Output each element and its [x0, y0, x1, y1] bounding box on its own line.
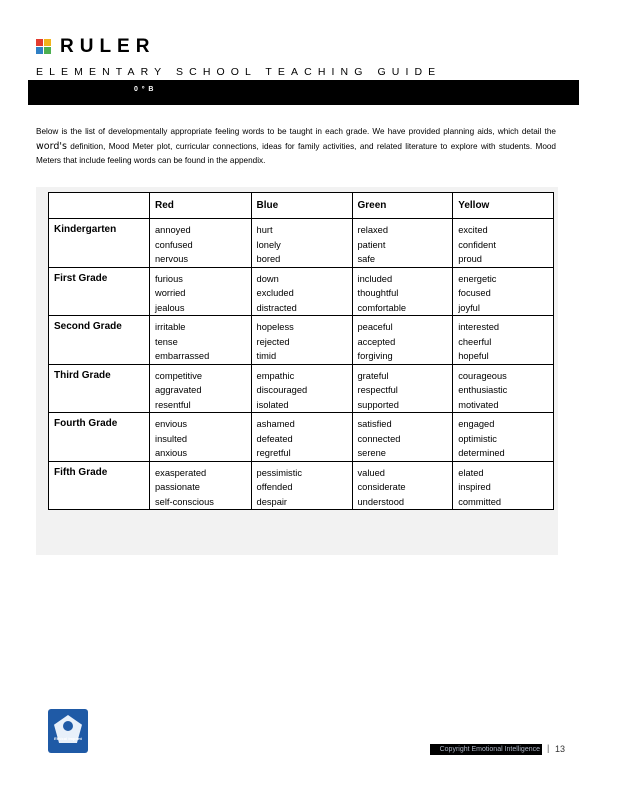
- feeling-word: enthusiastic: [458, 385, 508, 395]
- feeling-word: supported: [357, 399, 399, 410]
- feeling-cell-yellow: [453, 267, 554, 316]
- feeling-cell-blue: [251, 461, 352, 510]
- feeling-word: motivated: [458, 399, 499, 410]
- feeling-cell-red: [150, 219, 252, 268]
- intro-emphasis-word: word's: [36, 140, 67, 152]
- feeling-word: committed: [458, 496, 502, 507]
- feeling-word: annoyed: [155, 225, 191, 235]
- feeling-word: determined: [458, 448, 505, 458]
- feeling-word: down: [256, 273, 279, 284]
- feeling-word: irritable: [155, 322, 186, 332]
- feeling-word: excited: [458, 225, 488, 235]
- feeling-word: pessimistic: [256, 467, 302, 478]
- feeling-word: hopeless: [256, 322, 294, 332]
- feeling-word: joyful: [458, 302, 480, 313]
- feeling-word: ashamed: [256, 419, 295, 429]
- feeling-word: proud: [458, 254, 482, 264]
- table-row: [49, 267, 554, 316]
- feeling-word: optimistic: [458, 433, 497, 444]
- feeling-word: considerate: [357, 482, 406, 492]
- feeling-word: comfortable: [357, 302, 407, 313]
- feeling-word: rejected: [256, 336, 290, 347]
- feeling-word: grateful: [357, 370, 389, 381]
- intro-paragraph: [36, 125, 556, 169]
- table-row: [49, 316, 554, 365]
- feeling-word: despair: [256, 496, 288, 507]
- grade-label: Third Grade: [49, 364, 150, 413]
- feeling-cell-yellow: [453, 316, 554, 365]
- feeling-word: thoughtful: [357, 288, 399, 298]
- feeling-cell-yellow: [453, 219, 554, 268]
- section-header-bar: [28, 80, 579, 105]
- feeling-word: elated: [458, 467, 484, 478]
- feeling-word: defeated: [256, 433, 293, 444]
- section-header-label: 0 º B: [134, 86, 155, 93]
- feeling-word: connected: [357, 433, 401, 444]
- feeling-word: confused: [155, 239, 193, 250]
- feeling-word: competitive: [155, 370, 203, 381]
- column-header-red: Red: [150, 193, 252, 219]
- grade-label: Kindergarten: [49, 219, 150, 268]
- feeling-word: insulted: [155, 433, 188, 444]
- brand-title: RULER: [60, 36, 156, 57]
- feeling-cell-red: [150, 413, 252, 462]
- intro-text-part1: Below is the list of developmentally appropriate feeling words to be taught in each grade. We have provided planning aids, which detail the: [36, 127, 556, 137]
- feeling-cell-green: [352, 267, 453, 316]
- feeling-word: courageous: [458, 370, 507, 381]
- feeling-word: interested: [458, 322, 500, 332]
- intro-text-part2: definition, Mood Meter plot, curricular connections, ideas for family activities, and related literature to explore with students. Mood Meters that include feeling words can be found in the appendix.: [36, 141, 556, 166]
- feeling-word: inspired: [458, 482, 491, 492]
- feeling-cell-yellow: [453, 413, 554, 462]
- feeling-word: valued: [357, 467, 385, 478]
- column-header-blue: Blue: [251, 193, 352, 219]
- feeling-word: relaxed: [357, 225, 389, 235]
- table-row: [49, 413, 554, 462]
- feeling-word: resentful: [155, 399, 191, 410]
- feeling-word: patient: [357, 239, 386, 250]
- ethical-seal-logo: [48, 709, 88, 753]
- feeling-word: discouraged: [256, 385, 308, 395]
- feeling-word: isolated: [256, 399, 289, 410]
- feeling-cell-green: [352, 316, 453, 365]
- feeling-cell-blue: [251, 413, 352, 462]
- feeling-word: serene: [357, 448, 386, 458]
- feeling-cell-red: [150, 364, 252, 413]
- feeling-word: forgiving: [357, 351, 393, 361]
- feeling-word: furious: [155, 273, 183, 284]
- feeling-word: included: [357, 273, 393, 284]
- feeling-words-table: [48, 192, 554, 510]
- feeling-word: aggravated: [155, 385, 202, 395]
- guide-subtitle: ELEMENTARY SCHOOL TEACHING GUIDE: [36, 66, 442, 78]
- feeling-cell-yellow: [453, 461, 554, 510]
- feeling-word: satisfied: [357, 419, 392, 429]
- table-row: [49, 219, 554, 268]
- column-header-yellow: Yellow: [453, 193, 554, 219]
- feeling-word: cheerful: [458, 336, 492, 347]
- ruler-logo-icon: [36, 39, 51, 54]
- feeling-cell-green: [352, 364, 453, 413]
- feeling-cell-blue: [251, 364, 352, 413]
- feeling-word: respectful: [357, 385, 398, 395]
- feeling-word: empathic: [256, 370, 295, 381]
- seal-text: Ethical Imprint: [54, 736, 82, 741]
- feeling-word: jealous: [155, 302, 185, 313]
- feeling-word: tense: [155, 336, 178, 347]
- feeling-cell-red: [150, 461, 252, 510]
- grade-label: Fourth Grade: [49, 413, 150, 462]
- feeling-cell-green: [352, 461, 453, 510]
- feeling-word: anxious: [155, 448, 188, 458]
- feeling-cell-red: [150, 267, 252, 316]
- seal-emblem-icon: [63, 721, 73, 731]
- feeling-word: timid: [256, 351, 277, 361]
- table-row: [49, 364, 554, 413]
- feeling-cell-red: [150, 316, 252, 365]
- column-header-green: Green: [352, 193, 453, 219]
- grade-label: Fifth Grade: [49, 461, 150, 510]
- feeling-word: bored: [256, 254, 281, 264]
- feeling-cell-blue: [251, 219, 352, 268]
- feeling-word: accepted: [357, 336, 396, 347]
- feeling-word: envious: [155, 419, 188, 429]
- feeling-word: lonely: [256, 239, 281, 250]
- feeling-word: safe: [357, 254, 376, 264]
- grade-label: Second Grade: [49, 316, 150, 365]
- feeling-words-table-container: [36, 187, 558, 555]
- feeling-word: distracted: [256, 302, 297, 313]
- feeling-word: engaged: [458, 419, 495, 429]
- feeling-cell-blue: [251, 267, 352, 316]
- feeling-word: offended: [256, 482, 293, 492]
- feeling-cell-green: [352, 413, 453, 462]
- feeling-cell-green: [352, 219, 453, 268]
- feeling-word: embarrassed: [155, 351, 210, 361]
- feeling-word: energetic: [458, 273, 497, 284]
- feeling-cell-blue: [251, 316, 352, 365]
- feeling-cell-yellow: [453, 364, 554, 413]
- feeling-word: understood: [357, 496, 405, 507]
- feeling-word: hopeful: [458, 351, 489, 361]
- footer-separator: |: [547, 743, 550, 753]
- feeling-word: exasperated: [155, 467, 207, 478]
- feeling-word: focused: [458, 288, 491, 298]
- grade-label: First Grade: [49, 267, 150, 316]
- table-header-row: [49, 193, 554, 219]
- column-header-grade: [49, 193, 150, 219]
- table-row: [49, 461, 554, 510]
- feeling-word: confident: [458, 239, 496, 250]
- feeling-word: excluded: [256, 288, 294, 298]
- feeling-word: self-conscious: [155, 496, 214, 507]
- feeling-word: peaceful: [357, 322, 393, 332]
- feeling-word: passionate: [155, 482, 200, 492]
- feeling-word: hurt: [256, 225, 273, 235]
- footer-credit: Copyright Emotional Intelligence: [430, 744, 542, 755]
- page-number: 13: [555, 744, 566, 754]
- feeling-word: regretful: [256, 448, 291, 458]
- feeling-word: nervous: [155, 254, 189, 264]
- feeling-word: worried: [155, 288, 186, 298]
